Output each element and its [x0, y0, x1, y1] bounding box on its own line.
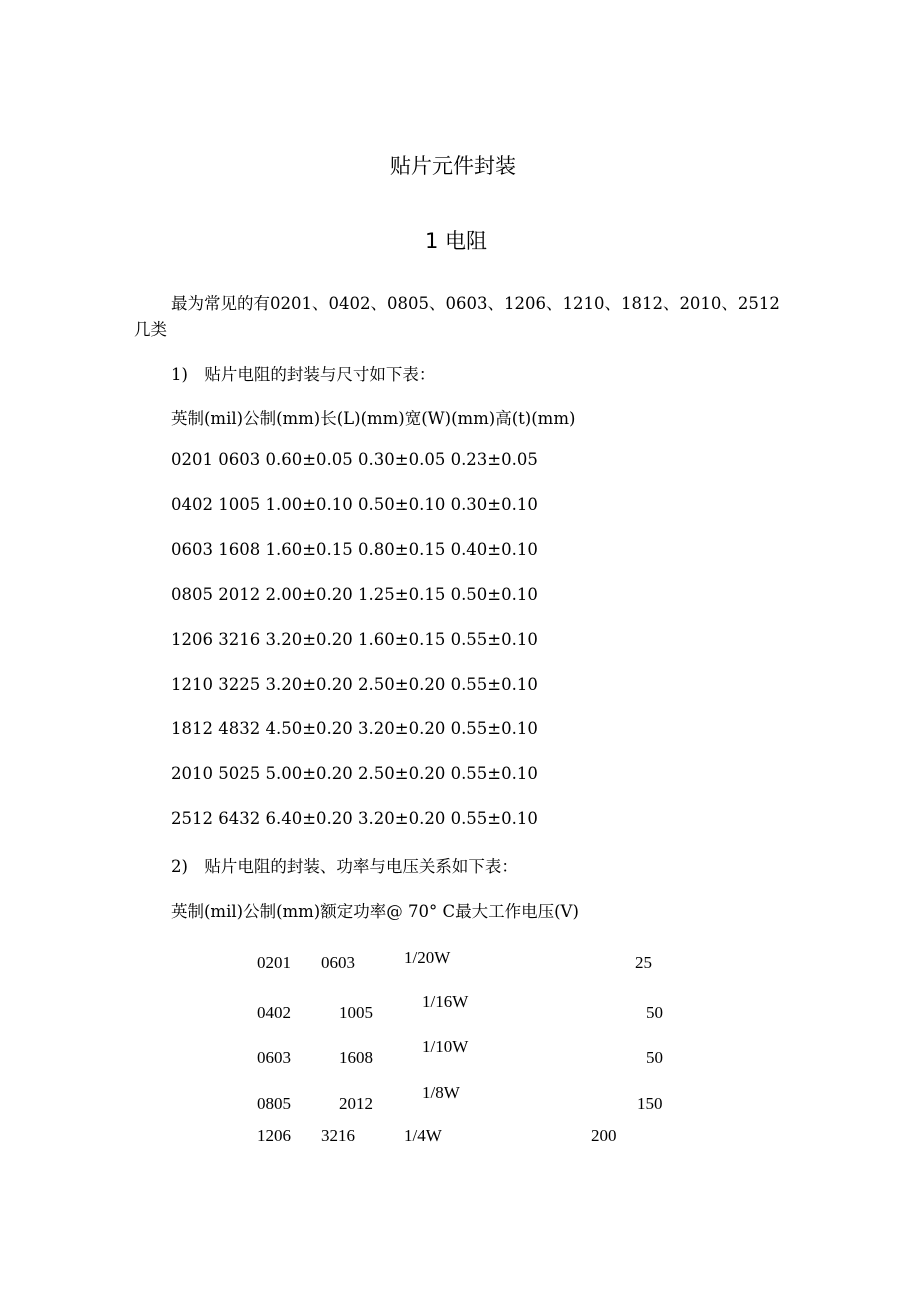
table2-voltage-cell: 50 [646, 1048, 663, 1067]
table2-power-cell: 1/4W [404, 1126, 442, 1145]
table2-imperial-cell: 0603 [257, 1048, 291, 1067]
table2-power-cell: 1/10W [422, 1037, 469, 1056]
table2-imperial-cell: 0402 [257, 1003, 291, 1022]
table1-row: 0402 1005 1.00±0.10 0.50±0.10 0.30±0.10 [171, 495, 538, 514]
table1-row: 1210 3225 3.20±0.20 2.50±0.20 0.55±0.10 [171, 675, 538, 694]
table2-voltage-cell: 25 [635, 953, 652, 972]
table2-metric-cell: 1005 [339, 1003, 373, 1022]
table2-metric-cell: 0603 [321, 953, 355, 972]
table1-header: 英制(mil)公制(mm)长(L)(mm)宽(W)(mm)高(t)(mm) [171, 409, 576, 428]
table1-caption: 1) 贴片电阻的封装与尺寸如下表： [171, 365, 436, 384]
table2-metric-cell: 1608 [339, 1048, 373, 1067]
intro-paragraph-line1: 最为常见的有0201、0402、0805、0603、1206、1210、1812、2010、2512 [171, 294, 780, 313]
section-heading: 1 电阻 [425, 229, 488, 253]
table2-caption: 2) 贴片电阻的封装、功率与电压关系如下表： [171, 857, 518, 876]
table2-imperial-cell: 0805 [257, 1094, 291, 1113]
table1-row: 1206 3216 3.20±0.20 1.60±0.15 0.55±0.10 [171, 630, 538, 649]
table1-row: 2512 6432 6.40±0.20 3.20±0.20 0.55±0.10 [171, 809, 538, 828]
document-title: 贴片元件封装 [390, 154, 516, 178]
table2-imperial-cell: 1206 [257, 1126, 291, 1145]
table2-metric-cell: 2012 [339, 1094, 373, 1113]
table2-power-cell: 1/16W [422, 992, 469, 1011]
table1-row: 2010 5025 5.00±0.20 2.50±0.20 0.55±0.10 [171, 764, 538, 783]
table2-voltage-cell: 200 [591, 1126, 617, 1145]
table1-row: 1812 4832 4.50±0.20 3.20±0.20 0.55±0.10 [171, 719, 538, 738]
table2-imperial-cell: 0201 [257, 953, 291, 972]
table1-row: 0805 2012 2.00±0.20 1.25±0.15 0.50±0.10 [171, 585, 538, 604]
table2-metric-cell: 3216 [321, 1126, 355, 1145]
table2-power-cell: 1/20W [404, 948, 451, 967]
table1-row: 0603 1608 1.60±0.15 0.80±0.15 0.40±0.10 [171, 540, 538, 559]
intro-paragraph-line2: 几类 [134, 320, 167, 339]
table2-header: 英制(mil)公制(mm)额定功率@ 70° C最大工作电压(V) [171, 902, 579, 921]
table2-voltage-cell: 150 [637, 1094, 663, 1113]
table1-row: 0201 0603 0.60±0.05 0.30±0.05 0.23±0.05 [171, 450, 538, 469]
table2-power-cell: 1/8W [422, 1083, 460, 1102]
table2-voltage-cell: 50 [646, 1003, 663, 1022]
